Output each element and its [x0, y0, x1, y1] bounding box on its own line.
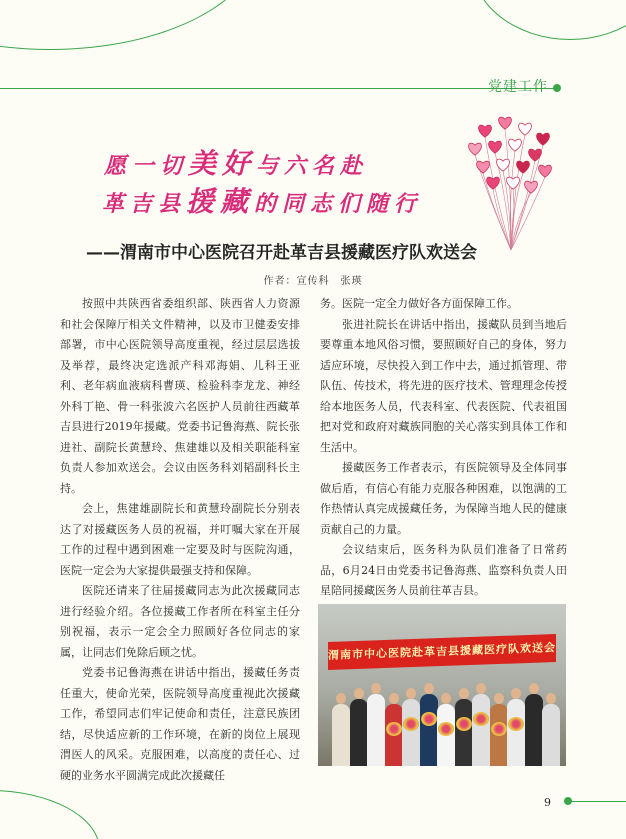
heart-balloon	[477, 161, 490, 173]
photo-person	[455, 699, 473, 766]
photo-person	[525, 694, 543, 766]
heart-balloon	[519, 123, 532, 135]
footer-dot	[564, 797, 572, 805]
heart-balloon	[487, 177, 500, 189]
heart-balloon	[537, 133, 550, 145]
article-paragraph: 按照中共陕西省委组织部、陕西省人力资源和社会保障厅相关文件精神，以及市卫健委安排部署，市中心医院领导高度重视，经过层层选拔及举荐，最终决定选派产科邓海娟、儿科王亚利、老年病血液病科曹瑛、检验科李龙龙、神经外科丁艳、骨一科张波六名医护人员前往西藏革吉县进行2019年援藏。党委书记鲁海燕、院长张进社、副院长黄慧玲、焦建雄以及相关职能科室负责人参加欢送会。会议由医务科刘韬副科长主持。	[60, 297, 300, 495]
article-paragraph: 党委书记鲁海燕在讲话中指出，援藏任务责任重大，使命光荣，医院领导高度重视此次援藏工作，希望同志们牢记使命和责任，注意民族团结，尽快适应新的工作环境，在新的岗位上展现渭医人的风采。克服困难，以高度的责任心、过硬的业务水平圆满完成此次援藏任	[60, 666, 300, 782]
heart-balloons-illustration	[455, 108, 565, 258]
photo-person	[507, 699, 525, 766]
heart-balloon	[525, 181, 538, 193]
photo-bouquet	[473, 712, 489, 726]
photo-person-head	[371, 683, 381, 694]
photo-bouquet	[438, 722, 454, 736]
bottom-left-decorative-arc	[0, 790, 100, 839]
photo-person-head	[546, 693, 556, 704]
article-paragraph: 会议结束后，医务科为队员们准备了日常药品，6月24日由党委书记鲁海燕、监察科负责人田星陪同援藏医务人员前往革吉县。	[320, 543, 567, 597]
footer-rule	[570, 801, 626, 802]
photo-bouquet	[386, 722, 402, 736]
heart-balloon	[469, 143, 482, 155]
photo-bouquet	[508, 717, 524, 731]
photo-person	[472, 694, 490, 766]
photo-person-head	[511, 688, 521, 699]
photo-person-head	[494, 693, 504, 704]
article-byline: 作者：宣传科 张瑛	[263, 276, 363, 287]
photo-person-head	[441, 693, 451, 704]
heart-balloon	[507, 177, 520, 189]
photo-person	[350, 699, 368, 766]
title-segment: 援藏	[186, 185, 255, 218]
balloon-string	[511, 161, 535, 250]
photo-person	[367, 694, 385, 766]
top-left-decorative-arc	[0, 0, 260, 50]
left-column	[60, 294, 300, 786]
title-segment: 与六名赴	[256, 153, 369, 179]
heart-balloon	[539, 165, 552, 177]
right-column	[320, 294, 567, 602]
heart-balloon	[479, 125, 492, 137]
heart-balloon	[499, 117, 512, 129]
photo-person	[542, 704, 560, 766]
heart-balloon	[529, 149, 542, 161]
title-segment: 美好	[188, 147, 257, 180]
photo-person	[402, 699, 420, 766]
article-paragraph: 张进社院长在讲话中指出，援藏队员到当地后要尊重本地风俗习惯，要照顾好自己的身体，努力适应环境，尽快投入到工作中去，通过抓管理、带队伍、传技术，将先进的医疗技术、管理理念传授给本地医务人员，代表科室、代表医院、代表祖国把对党和政府对藏族同胞的关心落实到具体工作和生活中。	[320, 317, 567, 454]
title-segment: 的同志们随行	[254, 191, 423, 217]
heart-balloon	[509, 139, 522, 151]
title-segment: 愿一切	[104, 153, 189, 179]
article-paragraph: 援藏医务工作者表示，有医院领导及全体同事做后盾，有信心有能力克服各种困难，以饱满的工作热情认真完成援藏任务，为保障当地人民的健康贡献自己的力量。	[320, 461, 567, 536]
photo-person-head	[354, 688, 364, 699]
title-line-1	[104, 142, 368, 182]
photo-person-head	[424, 683, 434, 694]
photo-person-head	[459, 688, 469, 699]
photo-person	[420, 694, 438, 766]
section-label: 党建工作	[488, 79, 548, 95]
heart-balloon	[497, 159, 510, 171]
photo-person-head	[529, 683, 539, 694]
article-paragraph: 会上，焦建雄副院长和黄慧玲副院长分别表达了对援藏医务人员的祝福，并叮嘱大家在开展工作的过程中遇到困难一定要及时与医院沟通，医院一定会为大家提供最强支持和保障。	[60, 502, 300, 577]
title-line-2	[102, 180, 422, 220]
photo-bouquet	[403, 717, 419, 731]
title-segment: 革吉县	[102, 191, 187, 217]
photo-person-head	[476, 683, 486, 694]
header-dot	[553, 84, 561, 92]
article-subtitle: ——渭南市中心医院召开赴革吉县援藏医疗队欢送会	[86, 243, 477, 263]
farewell-group-photo	[318, 604, 566, 766]
photo-banner: 渭南市中心医院赴革吉县援藏医疗队欢送会	[328, 634, 556, 670]
photo-person	[332, 704, 350, 766]
photo-bouquet	[421, 712, 437, 726]
photo-person-head	[389, 693, 399, 704]
article-paragraph: 务。医院一定全力做好各方面保障工作。	[320, 297, 518, 310]
photo-bouquet	[491, 722, 507, 736]
heart-balloon	[489, 141, 502, 153]
photo-bouquet	[456, 717, 472, 731]
top-right-decorative-arc	[470, 0, 626, 40]
photo-person-head	[336, 693, 346, 704]
photo-person-head	[406, 688, 416, 699]
article-paragraph: 医院还请来了往届援藏同志为此次援藏同志进行经验介绍。各位援藏工作者所在科室主任分别祝福，表示一定会全力照顾好各位同志的家属，让同志们免除后顾之忧。	[60, 584, 300, 659]
page-number: 9	[544, 796, 551, 809]
